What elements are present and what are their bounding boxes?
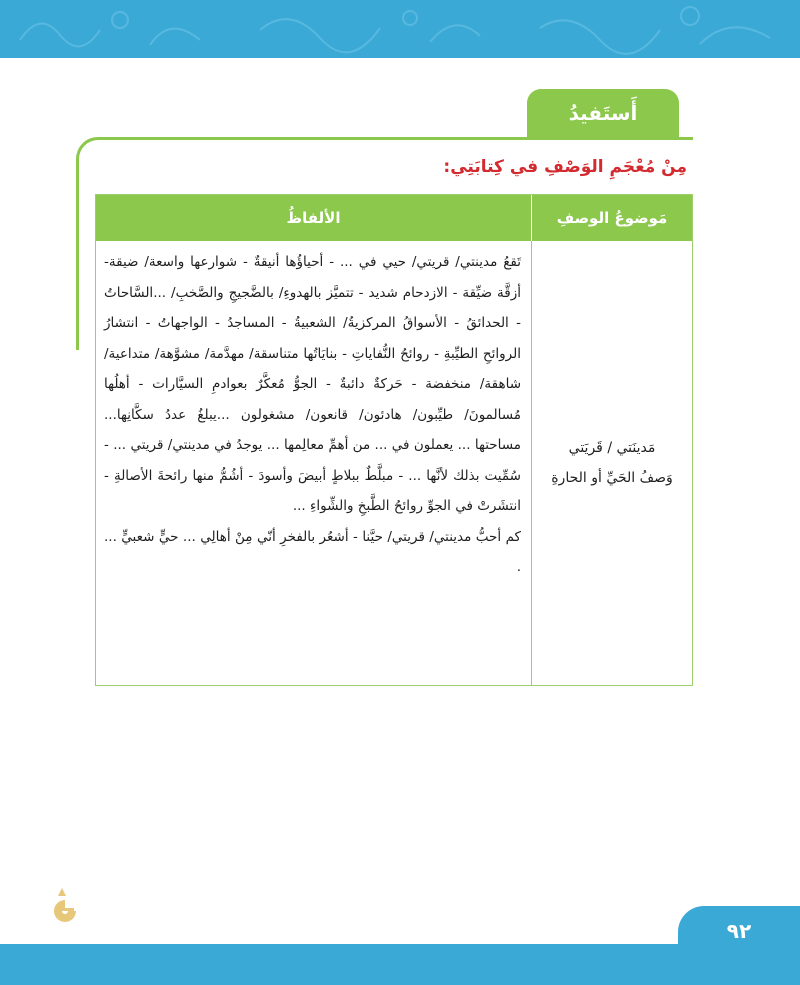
- words-paragraph: كم أحبُّ مدينتي/ قريتي/ حيَّنا - أشعُر بالفخرِ أنّي مِنْ أهالِي ... حيٍّ شعبيٍّ ... .: [104, 528, 521, 575]
- table-header-row: [96, 195, 692, 241]
- header-words: الألفاظُ: [286, 209, 341, 227]
- vocabulary-table: [95, 194, 693, 686]
- topic-cell: [531, 241, 692, 685]
- table-body-row: [96, 241, 692, 685]
- page-number: ٩٢: [678, 906, 800, 956]
- section-title: أَستَفيدُ: [527, 89, 679, 137]
- words-paragraph: تَقعُ مدينتي/ قريتي/ حيي في ... - أحياؤُها أنيقةٌ - شوارعها واسعة/ ضيقة- أزقَّة ضيِّقة - الازدحام شديد - تتميَّز بالهدوءِ/ بالضَّجيجِ والصَّخبِ/ ...السَّاحاتُ - الحدائقُ - الأسواقُ المركزيةُ/ الشعبيةُ - المساجدُ - الواجهاتُ - انتشارُ الروائحِ الطيِّبةِ - روائحُ النُّفاياتِ - بنايَاتُها متناسقة/ مهدَّمة/ مشوَّهة/ متداعية/ شاهقة/ منخفضة - حَركةٌ دائبةٌ - الجوُّ مُعكَّرٌ بعوادمِ السيَّارات - أهلُها مُسالمونَ/ طيِّبون/ هادئون/ قانعون/ مشغولون ...يبلغُ عددُ سكَّانِها... مساحتها ... يعملون في ... من أهمِّ معالِمها ... يوجدُ في مدينتي/ قريتي ... - سُمِّيت بذلك لأنَّها ... - مبلَّطٌ ببلاطٍ أبيضَ وأسودَ - أشُمُّ منها رائحةَ الأصالةِ - انتشَرتْ في الجوِّ روائحُ الطَّبخِ والشِّواءِ ...: [104, 254, 521, 514]
- topic-line: وَصفُ الحَيِّ أو الحارةِ: [551, 470, 673, 486]
- decorative-pattern: [0, 0, 800, 58]
- top-banner: [0, 0, 800, 58]
- publisher-logo-icon: [48, 884, 82, 928]
- words-cell: [96, 241, 531, 685]
- header-topic: مَوضوعُ الوصفِ: [531, 195, 692, 241]
- topic-line: مَدينَتي / قَريَتي: [568, 440, 656, 456]
- subheading: مِنْ مُعْجَمِ الوَصْفِ في كِتابَتِي:: [443, 157, 687, 177]
